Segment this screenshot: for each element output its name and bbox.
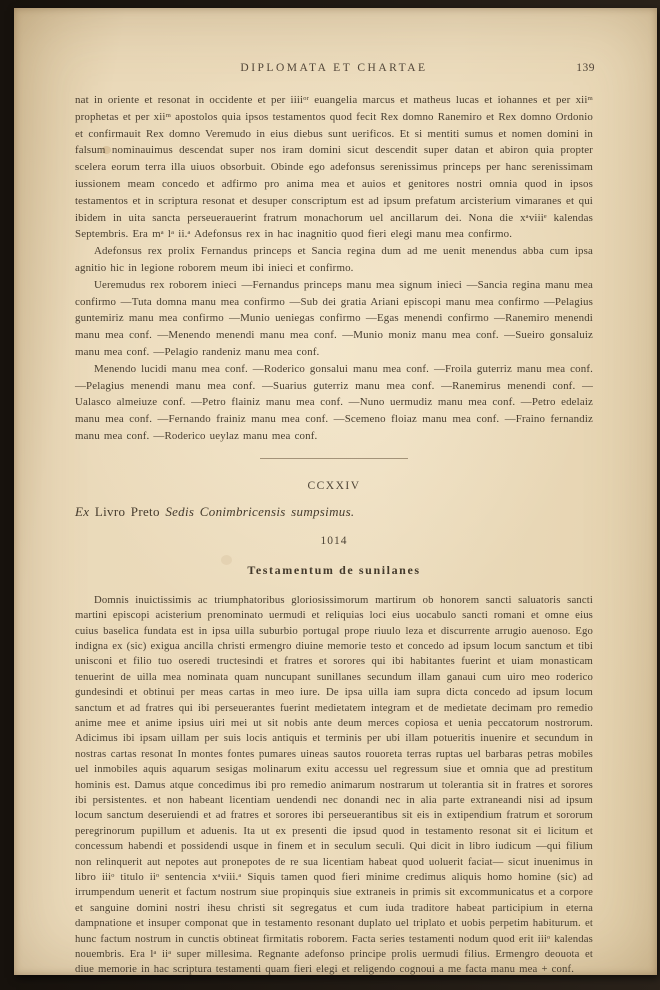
charter-title: Testamentum de sunilanes: [247, 562, 421, 577]
charter-223-paragraph-confirmation: Adefonsus rex prolix Fernandus princeps et Sancia regina dum ad me uenit menendus abba cum ipsa agnitio hic in legione roborem meum ibi inieci et confirmo.: [75, 245, 593, 274]
running-title: DIPLOMATA ET CHARTAE: [240, 62, 428, 74]
source-citation-rest: Sedis Conimbricensis sumpsimus.: [165, 503, 355, 519]
source-citation: [75, 504, 593, 520]
charter-223-signatures-1: Ueremudus rex roborem inieci —Fernandus princeps manu mea signum inieci —Sancia regina manu mea confirmo —Tuta domna manu mea confirmo —Sub dei gratia Ariani episcopi manu mea confirmo —Pelagius guntemiriz manu mea confirmo —Munio ueniegas confirmo —Egas menendi confirmo —Ranemiro menendi manu mea conf. —Menendo menendi manu mea conf. —Munio moniz manu mea conf. —Sueiro gonsaluiz manu mea conf. —Pelagio randeniz manu mea conf.: [75, 278, 593, 358]
charter-224-text: [75, 593, 593, 978]
page-number: 139: [576, 62, 595, 74]
charter-number: CCXXIV: [307, 479, 361, 492]
charter-224-body: Domnis inuictissimis ac triumphatoribus gloriosissimorum martirum ob honorem sancti saluatoris sancti martini episcopi acisterium prenominato uermudi et reliquias loci eius uocabulo sancti romani et omne eius cuius baselica fundata est in ipsa uilla suburbio portugal prope riuulo leza et discurrente arrugio auenoso. Ego indigna ex (sic) exigua ancilla christi ermengro diuine memorie testo et concedo ad ipsum locum sanctum et tibi unisconi et filio tuo oseredi tructesindi et fratres et sorores qui ibi habitantes fuerint et uiam monasticam tenuerint de uilla mea nominata quam nuncupant sunillanes secundum illam ganaui cum uiro meo roderico gundesindi et obtinui per meas cartas in meo iure. De ipsa uilla iam supra dicta concedo ad ipsum locum sanctum et ad fratres qui ibi perseuerantes fuerint medietatem integram et de medietate decimam pro remedio anime mee et anime ipsius uiri mei ut sit nobis ante deum merces copiosa et uenia peccatorum nostrorum. Adicimus ibi ipsam uillam per suis locis antiquis et terminis per ubi illam potueritis inuenire et secundum in nostras cartas resonat In montes fontes pumares uineas sautos rouoreta terras ruptas uel barbaras petras mobiles uel inmobiles aquis aquarum sesigas molinarum exitu accessu uel regressum siue et omnia que ad prestitum hominis est. Damus atque concedimus ibi pro remedio animarum nostrarum ut tolerantia sit in fratres et sorores ibi persistentes. et non habeant licentiam uendendi nec donandi nec in alia parte extraneandi nisi ad ipsum locum sanctum deseruiendi et ad fratres et sorores ibi perseuerantibus sit eis in extipendium fratrum et sororum peregrinorum pupillum et aduenis. Ita ut ex presenti die ipsud quod in testamento resonat sit ei licitum et concessum habendi et possidendi usque in finem et in seculum seculi. Qui dicit in libro iudicum —qui filium non relinquerit aut nepotes aut pronepotes de re sua licentiam habeat quod uoluerit faciat— sicut inuenimus in libro iiiᵒ titulo iiᵒ sentencia xᵃviii.ᵃ Siquis tamen quod fieri minime credimus aliquis homo homine (sic) ad irrumpendum uenerit et factum nostrum siue propinquis siue extraneis in primis sit excommunicatus et a corpore et sanguine domini nostri ihesu christi sit segregatus et cum iuda traditore habeat participium in eterna dampnatione et insuper componat que in testamento resonant duplato uel triplato et uobis perpetim habiturum. et hunc factum nostrum in cunctis obtineat firmitatis roborem. Facta series testamenti nodum quod erit iiiᵒ kalendas nouembris. Era lᵃ iiᵃ super millesima. Regnante adefonso principe prolis uermudi filius. Ermengro deouota et diue memorie in hac scriptura testamenti quam fieri elegi et religendo cognoui a me facta manu mea + conf.: [75, 593, 593, 976]
scanned-page: [14, 8, 657, 975]
charter-223-text: [75, 92, 593, 445]
source-citation-book: Livro Preto: [94, 503, 160, 519]
page-content: [75, 62, 593, 978]
charter-year: 1014: [320, 534, 348, 547]
section-divider-rule: [260, 458, 408, 459]
charter-223-paragraph-continuation: nat in oriente et resonat in occidente et per iiiiᵒʳ euangelia marcus et matheus lucas et iohannes et per xiiᵐ prophetas et per xiiᵐ apostolos quia ipsos testamentos quod fecit Rex domno Ranemiro et Rex domno Ordonio et confirmauit Rex domno Veremudo in eius diebus sunt uerificos. Et si mentiti sumus et nomen domini in falsum nominauimus descendat super nos iram domini sicut descendit super datan et abiron quia propter scelera eorum terra illa uiuos obsorbuit. Obinde ego adefonsus serenissimus princeps per hanc serenissimam iussionem meam concedo et adfirmo pro anima mea et auios et genitores nostri omnia quod in ipsos testamentos et in scriptura resonat et desuper conscriptum est ad ipsum prefatum arcisterium vimaranes et qui ibidem in uita sancta perseuerauerint fratrum monachorum uel ancillarum dei. Nona die xᵃviiiᵉ kalendas Septembris. Era mᵃ lᵃ ii.ᵃ Adefonsus rex in hac inagnitio quod fieri elegi manu mea confirmo.: [75, 94, 593, 241]
charter-223-signatures-2: Menendo lucidi manu mea conf. —Roderico gonsalui manu mea conf. —Froila guterriz manu mea conf. —Pelagius menendi manu mea conf. —Suarius guterriz manu mea conf. —Ranemirus menendi conf. —Ualasco almeiuze conf. —Petro flainiz manu mea conf. —Nuno uermudiz manu mea conf. —Petro edelaiz manu mea conf. —Fernando frainiz manu mea conf. —Scemeno floiaz manu mea conf. —Fraino fernandiz manu mea conf. —Roderico ueylaz manu mea conf.: [75, 362, 593, 442]
running-head: [75, 62, 593, 74]
source-citation-ex: Ex: [75, 503, 90, 519]
